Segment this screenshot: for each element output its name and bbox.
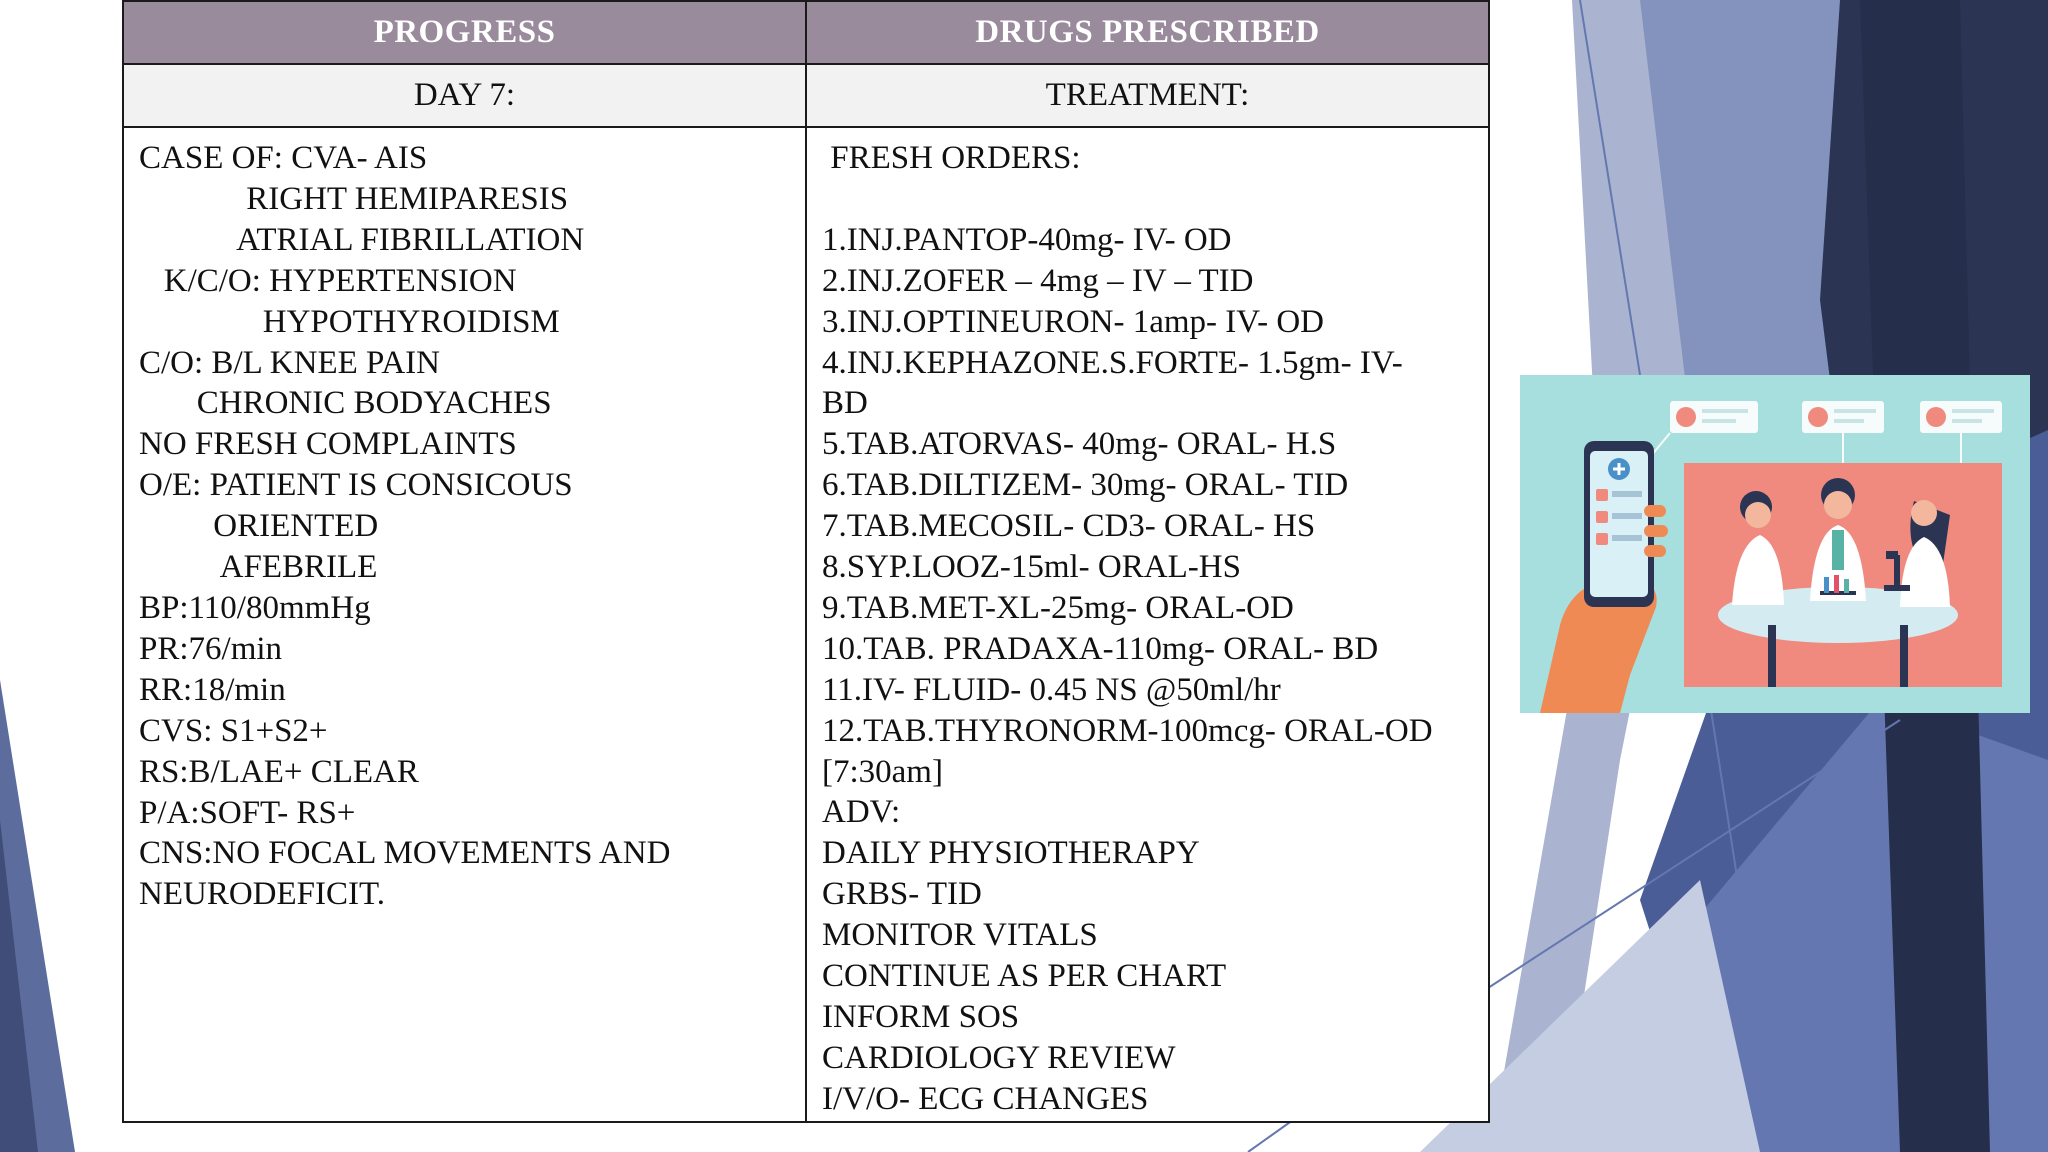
treatment-line: CONTINUE AS PER CHART xyxy=(822,958,1227,995)
treatment-line: CARDIOLOGY REVIEW xyxy=(822,1039,1176,1076)
progress-line: CVS: S1+S2+ xyxy=(139,712,328,749)
treatment-line: 5.TAB.ATORVAS- 40mg- ORAL- H.S xyxy=(822,426,1337,463)
info-cards xyxy=(1670,401,2002,433)
progress-line: P/A:SOFT- RS+ xyxy=(139,794,356,831)
treatment-line: 11.IV- FLUID- 0.45 NS @50ml/hr xyxy=(822,671,1281,708)
treatment-line: 3.INJ.OPTINEURON- 1amp- IV- OD xyxy=(822,303,1324,340)
treatment-line: 6.TAB.DILTIZEM- 30mg- ORAL- TID xyxy=(822,467,1349,504)
progress-line: ATRIAL FIBRILLATION xyxy=(139,221,585,258)
treatment-line: 2.INJ.ZOFER – 4mg – IV – TID xyxy=(822,262,1254,299)
progress-notes xyxy=(124,128,805,915)
progress-notes-cell xyxy=(123,127,806,1122)
progress-line: CASE OF: CVA- AIS xyxy=(139,140,428,176)
progress-line: RS:B/LAE+ CLEAR xyxy=(139,753,419,790)
treatment-line: 1.INJ.PANTOP-40mg- IV- OD xyxy=(822,221,1232,258)
doctors-lab-phone-illustration-icon xyxy=(1520,375,2030,713)
treatment-line: GRBS- TID xyxy=(822,876,982,913)
treatment-line: 4.INJ.KEPHAZONE.S.FORTE- 1.5gm- IV- xyxy=(822,344,1403,381)
day-label: DAY 7: xyxy=(123,64,806,127)
treatment-line: DAILY PHYSIOTHERAPY xyxy=(822,835,1200,872)
treatment-line: 8.SYP.LOOZ-15ml- ORAL-HS xyxy=(822,549,1241,586)
progress-line: NO FRESH COMPLAINTS xyxy=(139,426,517,463)
treatment-line: INFORM SOS xyxy=(822,999,1020,1036)
treatment-line: BD xyxy=(822,385,868,422)
treatment-line: 7.TAB.MECOSIL- CD3- ORAL- HS xyxy=(822,508,1316,545)
treatment-orders-cell xyxy=(806,127,1489,1122)
hand-fingers xyxy=(1644,505,1668,557)
table-leg-left xyxy=(1768,625,1776,687)
clinical-notes-table xyxy=(122,0,1490,1123)
treatment-line: 10.TAB. PRADAXA-110mg- ORAL- BD xyxy=(822,630,1379,667)
treatment-line: FRESH ORDERS: xyxy=(822,140,1081,176)
progress-line: HYPOTHYROIDISM xyxy=(139,303,560,340)
progress-line: RIGHT HEMIPARESIS xyxy=(139,180,569,217)
treatment-line: [7:30am] xyxy=(822,753,943,790)
treatment-line: 9.TAB.MET-XL-25mg- ORAL-OD xyxy=(822,589,1294,626)
progress-header: PROGRESS xyxy=(123,1,806,64)
progress-line: K/C/O: HYPERTENSION xyxy=(139,262,517,299)
treatment-line xyxy=(822,179,1476,220)
progress-line: BP:110/80mmHg xyxy=(139,589,371,626)
progress-line: O/E: PATIENT IS CONSICOUS xyxy=(139,467,573,504)
progress-line: NEURODEFICIT. xyxy=(139,876,385,913)
progress-line: CHRONIC BODYACHES xyxy=(139,385,552,422)
progress-line: ORIENTED xyxy=(139,508,379,545)
progress-line: RR:18/min xyxy=(139,671,286,708)
treatment-line: MONITOR VITALS xyxy=(822,917,1098,954)
progress-line: PR:76/min xyxy=(139,630,283,667)
progress-line: AFEBRILE xyxy=(139,549,378,586)
treatment-line: I/V/O- ECG CHANGES xyxy=(822,1080,1149,1117)
treatment-line: 12.TAB.THYRONORM-100mcg- ORAL-OD xyxy=(822,712,1433,749)
treatment-line: ADV: xyxy=(822,794,901,831)
treatment-label: TREATMENT: xyxy=(806,64,1489,127)
table-leg-right xyxy=(1900,625,1908,687)
drugs-prescribed-header: DRUGS PRESCRIBED xyxy=(806,1,1489,64)
progress-line: C/O: B/L KNEE PAIN xyxy=(139,344,440,381)
progress-line: CNS:NO FOCAL MOVEMENTS AND xyxy=(139,835,671,872)
treatment-orders xyxy=(807,128,1488,1120)
